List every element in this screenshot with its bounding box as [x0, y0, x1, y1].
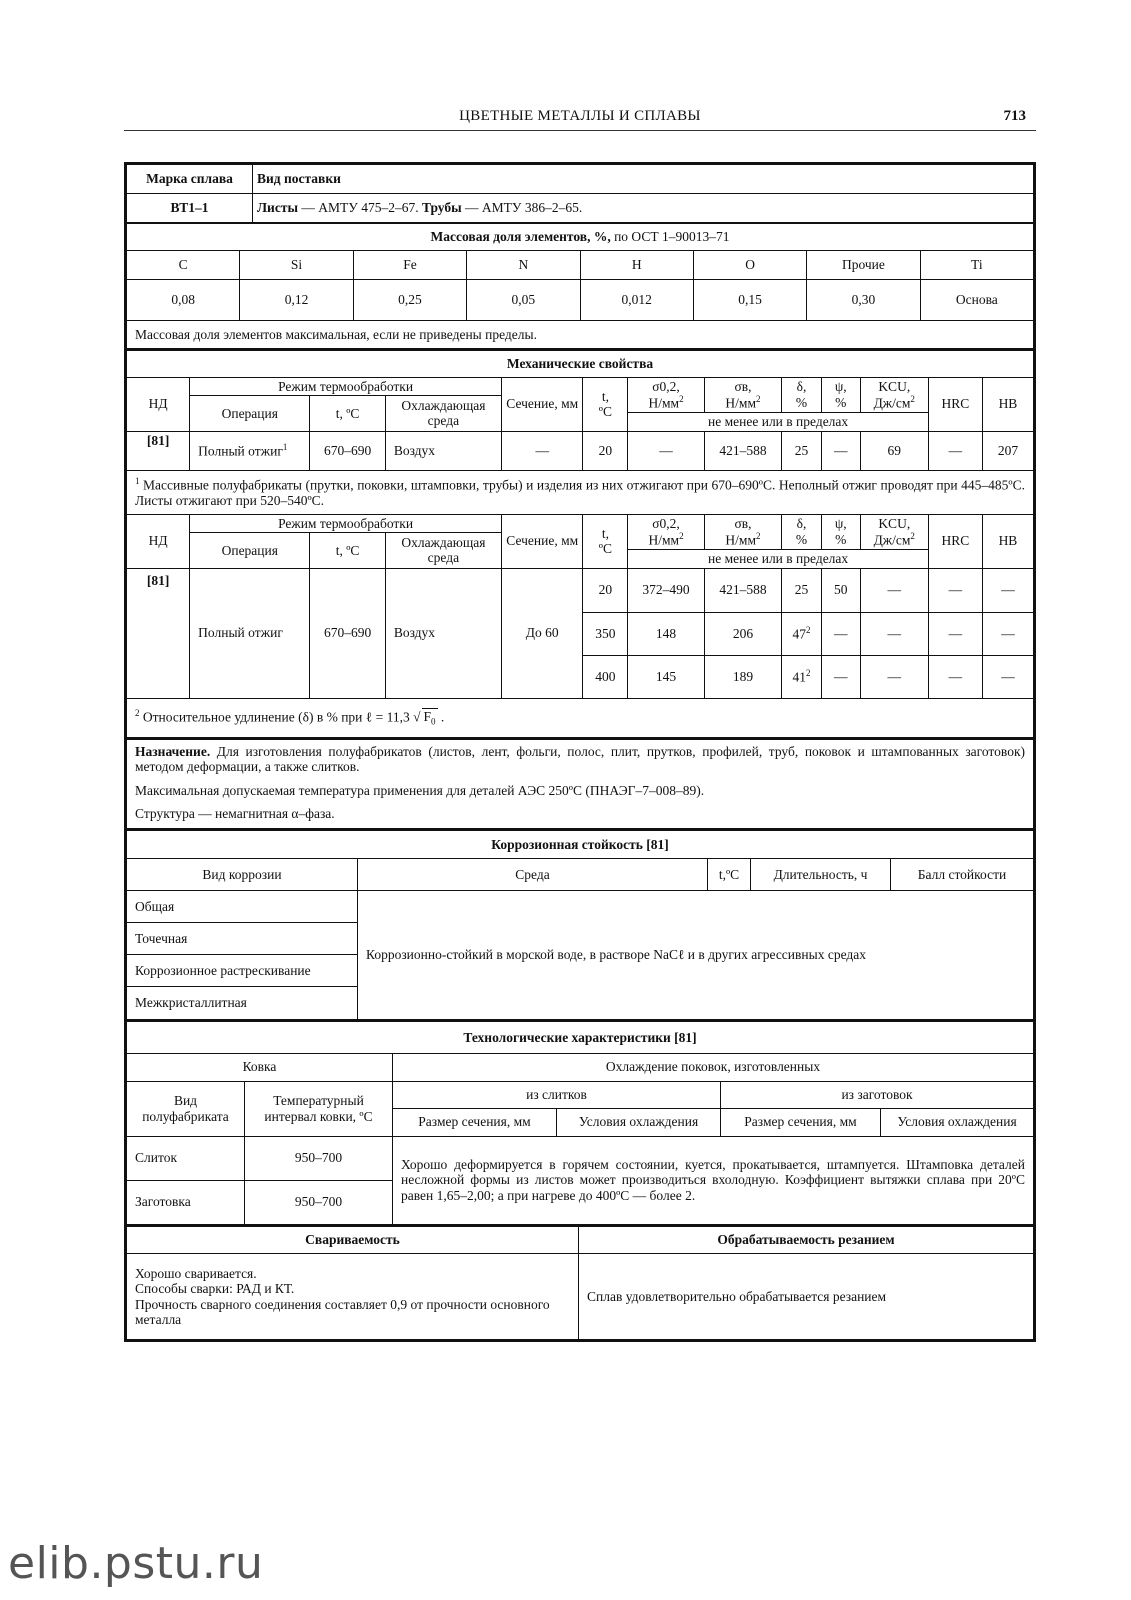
- t1-d: 25: [782, 431, 822, 470]
- tech-title: Технологические характеристики [81]: [127, 1021, 1034, 1053]
- mech2-h-d-unit: %: [795, 531, 808, 547]
- mech2-h-t-label: t,: [601, 525, 609, 541]
- tech-note: Хорошо деформируется в горячем состоянии, куется, прокатывается, штампуется. Штамповка деталей несложной формы из листов может производиться вхолодную. Коэффициент вытяжки сплава при 20ºС равен 1,65–2,00; а при нагреве до 400ºС — более 2.: [393, 1136, 1034, 1224]
- supply-label: Вид поставки: [253, 165, 1034, 194]
- corr-h-temp: t,ºС: [708, 859, 751, 891]
- mech-h-kcu-sup: 2: [910, 394, 915, 405]
- mech2-h-section: Сечение, мм: [501, 514, 583, 568]
- purpose-label: Назначение.: [135, 743, 211, 759]
- mech-h-temp: t, ºС: [310, 396, 385, 432]
- tech-r2-kind: Заготовка: [127, 1180, 245, 1224]
- t1-op-text: Полный отжиг: [198, 443, 283, 459]
- mech2-h-s02-unit: Н/мм: [648, 532, 680, 548]
- footnote-2: $^2$ Относительное удлинение (δ) в % при ℓ = 11,3 √ $F_0$ .: [127, 698, 1034, 737]
- mech-h-t: [583, 377, 628, 431]
- mech2-h-sb-label: σв,: [734, 515, 752, 531]
- mech2-h-kcu-unit: Дж/см: [873, 532, 911, 548]
- t1-kcu: 69: [860, 431, 928, 470]
- mech-h-t-unit: ºС: [598, 404, 612, 420]
- mech2-h-kcu-sup: 2: [910, 531, 915, 542]
- mech-h-sb-sup: 2: [756, 394, 761, 405]
- corr-h-duration: Длительность, ч: [751, 859, 891, 891]
- grade-table: [126, 164, 1034, 223]
- t2-r3-s02: 145: [628, 655, 704, 698]
- footnote-2-root: [422, 708, 438, 727]
- purpose-text: [135, 744, 1025, 775]
- t1-cool: Воздух: [385, 431, 501, 470]
- composition-title-bold: Массовая доля элементов, %,: [430, 229, 611, 245]
- t2-r1-hb: —: [982, 568, 1033, 612]
- value-c: 0,08: [127, 280, 240, 321]
- t2-r2-d: [782, 612, 822, 655]
- mech2-h-nd: НД: [127, 514, 190, 568]
- tech-forging: Ковка: [127, 1053, 393, 1081]
- t2-r3-kcu: —: [860, 655, 928, 698]
- footnote-1: [127, 470, 1034, 514]
- value-n: 0,05: [467, 280, 580, 321]
- value-other: 0,30: [807, 280, 920, 321]
- value-fe: 0,25: [353, 280, 466, 321]
- value-h: 0,012: [580, 280, 693, 321]
- t1-t: 20: [583, 431, 628, 470]
- mech2-h-sb-sup: 2: [756, 531, 761, 542]
- mech-h-op: Операция: [190, 396, 310, 432]
- t2-r3-sb: 189: [704, 655, 781, 698]
- t2-r3-d-sup: 2: [806, 668, 811, 679]
- tech-h-billet-cond: Условия охлаждения: [881, 1108, 1034, 1136]
- mech2-h-hb: HB: [982, 514, 1033, 568]
- composition-title: [127, 224, 1034, 251]
- t2-r2-psi: —: [821, 612, 860, 655]
- element-n: N: [467, 251, 580, 280]
- mech-h-s02-unit: Н/мм: [648, 395, 680, 411]
- mech-h-kcu-label: KCU,: [878, 378, 911, 394]
- tech-h-ingot-cond: Условия охлаждения: [557, 1108, 721, 1136]
- mech2-h-notless: не менее или в пределах: [628, 550, 929, 569]
- t2-r2-kcu: —: [860, 612, 928, 655]
- page-number: 713: [1003, 108, 1026, 124]
- supply-value: [253, 194, 1034, 223]
- mech-h-cool: Охлаждающая среда: [385, 396, 501, 432]
- purpose-temp: Максимальная допускаемая температура применения для деталей АЭС 250ºС (ПНАЭГ–7–008–89).: [135, 782, 705, 798]
- t1-hrc: —: [928, 431, 982, 470]
- mech-h-d: [782, 377, 822, 413]
- corr-h-type: Вид коррозии: [127, 859, 358, 891]
- mech-h-d-unit: %: [795, 394, 808, 410]
- mech-h-psi-label: ψ,: [834, 379, 847, 395]
- element-c: C: [127, 251, 240, 280]
- mechanical-table: [126, 349, 1034, 738]
- footnote-2-mark: 2: [135, 707, 140, 718]
- t1-sb: 421–588: [704, 431, 781, 470]
- mech-h-sb: [704, 377, 781, 413]
- element-fe: Fe: [353, 251, 466, 280]
- mech-h-notless: не менее или в пределах: [628, 413, 929, 432]
- alloy-datasheet: [124, 162, 1036, 1342]
- mech2-h-d: [782, 514, 822, 550]
- value-si: 0,12: [240, 280, 353, 321]
- page-header: [124, 106, 1036, 131]
- t2-r1-kcu: —: [860, 568, 928, 612]
- element-ti: Ti: [920, 251, 1033, 280]
- t2-r2-hrc: —: [928, 612, 982, 655]
- mech2-h-cool: Охлаждающая среда: [385, 533, 501, 569]
- composition-title-rest: по ОСТ 1–90013–71: [610, 229, 730, 245]
- t2-r1-t: 20: [583, 568, 628, 612]
- tech-r2-interval: 950–700: [245, 1180, 393, 1224]
- mech2-h-mode: Режим термообработки: [190, 514, 502, 533]
- t1-op: [190, 431, 310, 470]
- tubes-standard: — АМТУ 386–2–65.: [461, 200, 583, 216]
- t2-r2-s02: 148: [628, 612, 704, 655]
- t2-r2-d-sup: 2: [806, 625, 811, 636]
- mech-h-psi: [821, 377, 860, 413]
- weld-body: [127, 1254, 579, 1340]
- mech-h-hb: HB: [982, 377, 1033, 431]
- corr-h-medium: Среда: [358, 859, 708, 891]
- footnote-2-root-sub: 0: [431, 717, 436, 728]
- tubes-label: Трубы: [421, 200, 462, 216]
- t2-r3-hb: —: [982, 655, 1033, 698]
- purpose-structure: Структура — немагнитная α–фаза.: [135, 806, 335, 822]
- t2-temp: 670–690: [310, 568, 385, 698]
- mech-h-kcu: [860, 377, 928, 413]
- t1-hb: 207: [982, 431, 1033, 470]
- mech-h-kcu-unit: Дж/см: [873, 395, 911, 411]
- tech-cooling: Охлаждение поковок, изготовленных: [393, 1053, 1034, 1081]
- mech-h-sb-unit: Н/мм: [725, 395, 756, 411]
- grade-label: Марка сплава: [127, 165, 253, 194]
- weld-line-3: Прочность сварного соединения составляет 0,9 от прочности основного металла: [135, 1296, 550, 1328]
- t2-r3-psi: —: [821, 655, 860, 698]
- t1-section: —: [501, 431, 583, 470]
- footnote-1-text: Массивные полуфабрикаты (прутки, поковки, штамповки, трубы) и изделия из них отжигают при 670–690ºС. Неполный отжиг проводят при 445–485ºС. Листы отжигают при 520–540ºС.: [135, 477, 1025, 508]
- corr-type-pitting: Точечная: [127, 923, 358, 955]
- mech-h-d-label: δ,: [796, 379, 807, 395]
- mech-h-nd: НД: [127, 377, 190, 431]
- composition-table: [126, 223, 1034, 349]
- t2-r3-t: 400: [583, 655, 628, 698]
- mech-h-hrc: HRC: [928, 377, 982, 431]
- mech-h-s02: [628, 377, 704, 413]
- tech-h-ingots: из слитков: [393, 1081, 721, 1108]
- t1-s02: —: [628, 431, 704, 470]
- element-h: H: [580, 251, 693, 280]
- mech2-h-kcu: [860, 514, 928, 550]
- mech2-h-d-label: δ,: [796, 516, 807, 532]
- tech-r1-kind: Слиток: [127, 1136, 245, 1180]
- purpose-table: [126, 738, 1034, 829]
- footnote-2-text: Относительное удлинение (δ) в % при ℓ = 11,3: [139, 709, 410, 725]
- mech-h-sb-label: σв,: [734, 378, 752, 394]
- mech2-h-s02-label: σ0,2,: [652, 515, 680, 531]
- mech-h-t-label: t,: [601, 388, 609, 404]
- weld-line-2: Способы сварки: РАД и КТ.: [135, 1281, 295, 1297]
- tech-r1-interval: 950–700: [245, 1136, 393, 1180]
- mech2-h-sb: [704, 514, 781, 550]
- mech2-h-s02-sup: 2: [679, 531, 684, 542]
- t2-r2-hb: —: [982, 612, 1033, 655]
- mech-h-section: Сечение, мм: [501, 377, 583, 431]
- t1-psi: —: [821, 431, 860, 470]
- purpose-body: Для изготовления полуфабрикатов (листов, лент, фольги, полос, плит, прутков, профилей, труб, поковок и штампованных заготовок) методом деформации, а также слитков.: [135, 743, 1025, 775]
- mech2-h-t-unit: ºС: [598, 541, 612, 557]
- corr-h-score: Балл стойкости: [891, 859, 1034, 891]
- mech2-h-kcu-label: KCU,: [878, 515, 911, 531]
- t2-r2-sb: 206: [704, 612, 781, 655]
- purpose-block: [127, 739, 1034, 829]
- mach-title: Обрабатываемость резанием: [579, 1226, 1034, 1254]
- t1-op-sup: 1: [282, 442, 288, 453]
- tech-h-ingot-size: Размер сечения, мм: [393, 1108, 557, 1136]
- mech2-h-psi: [821, 514, 860, 550]
- mech2-h-t: [583, 514, 628, 568]
- corr-type-intergranular: Межкристаллитная: [127, 987, 358, 1020]
- t2-r1-hrc: —: [928, 568, 982, 612]
- corr-type-general: Общая: [127, 891, 358, 923]
- t2-cool: Воздух: [385, 568, 501, 698]
- t1-nd: [81]: [127, 431, 190, 470]
- mech2-h-op: Операция: [190, 533, 310, 569]
- t2-r1-psi: 50: [821, 568, 860, 612]
- tech-h-billets: из заготовок: [721, 1081, 1034, 1108]
- mech2-h-sb-unit: Н/мм: [725, 532, 756, 548]
- weld-line-1: Хорошо сваривается.: [135, 1265, 257, 1281]
- composition-note: Массовая доля элементов максимальная, если не приведены пределы.: [127, 321, 1034, 349]
- mech-title: Механические свойства: [127, 350, 1034, 377]
- t2-nd: [81]: [127, 568, 190, 698]
- mech2-h-psi-label: ψ,: [834, 516, 847, 532]
- sheets-standard: — АМТУ 475–2–67.: [298, 200, 422, 216]
- grade-value: ВТ1–1: [127, 194, 253, 223]
- t2-r1-d: 25: [782, 568, 822, 612]
- t2-r1-sb: 421–588: [704, 568, 781, 612]
- t2-section: До 60: [501, 568, 583, 698]
- mech2-h-hrc: HRC: [928, 514, 982, 568]
- tech-table: [126, 1020, 1034, 1225]
- corr-medium: Коррозионно-стойкий в морской воде, в растворе NaCℓ и в других агрессивных средах: [358, 891, 1034, 1020]
- weld-title: Свариваемость: [127, 1226, 579, 1254]
- footnote-2-root-f: F: [423, 709, 432, 725]
- mech2-h-psi-unit: %: [835, 531, 847, 547]
- t2-r3-hrc: —: [928, 655, 982, 698]
- mech-h-s02-label: σ0,2,: [652, 378, 680, 394]
- mech2-h-s02: [628, 514, 704, 550]
- value-o: 0,15: [693, 280, 806, 321]
- mach-body: Сплав удовлетворительно обрабатывается резанием: [579, 1254, 1034, 1340]
- t2-r3-d-value: 41: [792, 669, 807, 685]
- t2-r3-d: [782, 655, 822, 698]
- t2-r1-s02: 372–490: [628, 568, 704, 612]
- corr-type-stress: Коррозионное растрескивание: [127, 955, 358, 987]
- mech-h-mode: Режим термообработки: [190, 377, 502, 396]
- tech-h-kind: Вид полуфабриката: [127, 1081, 245, 1136]
- sheets-label: Листы: [257, 200, 299, 216]
- corrosion-title: Коррозионная стойкость [81]: [127, 830, 1034, 859]
- corrosion-table: [126, 829, 1034, 1021]
- mech-h-psi-unit: %: [835, 394, 847, 410]
- mech2-h-temp: t, ºС: [310, 533, 385, 569]
- t2-r2-d-value: 47: [792, 626, 807, 642]
- tech-h-billet-size: Размер сечения, мм: [721, 1108, 881, 1136]
- t2-r2-t: 350: [583, 612, 628, 655]
- mech-h-s02-sup: 2: [679, 394, 684, 405]
- element-si: Si: [240, 251, 353, 280]
- element-o: O: [693, 251, 806, 280]
- tech-h-interval: Температурный интервал ковки, ºС: [245, 1081, 393, 1136]
- footnote-2-end: .: [437, 709, 445, 725]
- value-ti: Основа: [920, 280, 1033, 321]
- running-title: ЦВЕТНЫЕ МЕТАЛЛЫ И СПЛАВЫ: [459, 108, 701, 124]
- t2-op: Полный отжиг: [190, 568, 310, 698]
- t1-temp: 670–690: [310, 431, 385, 470]
- weld-mach-table: [126, 1225, 1034, 1341]
- element-other: Прочие: [807, 251, 920, 280]
- watermark: elib.pstu.ru: [8, 1538, 264, 1589]
- footnote-1-mark: 1: [135, 475, 140, 486]
